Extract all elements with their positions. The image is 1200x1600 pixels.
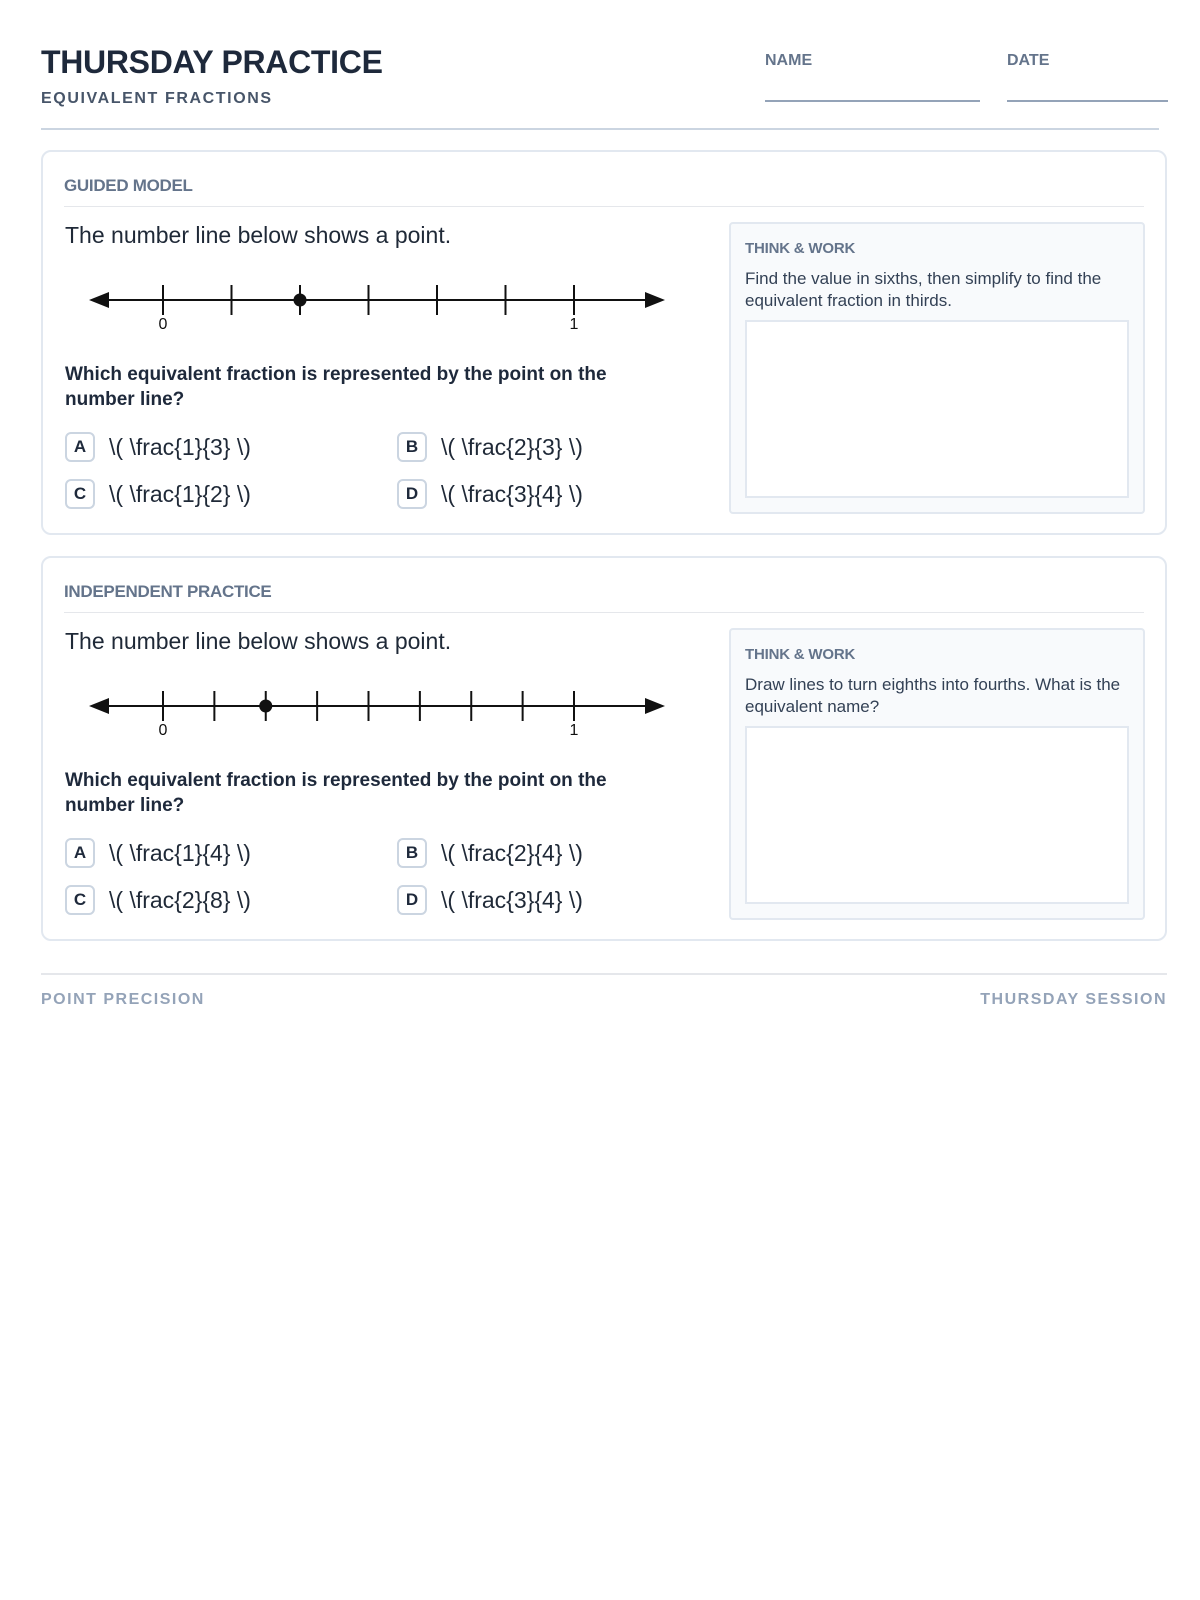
choice-letter: A [65, 838, 95, 868]
choice-text: \( \frac{2}{8} \) [109, 886, 251, 913]
plotted-point [259, 700, 272, 713]
tick-label-end: 1 [569, 316, 579, 333]
plotted-point [294, 294, 307, 307]
choice-c[interactable] [65, 479, 251, 509]
problem-prompt: The number line below shows a point. [65, 628, 452, 654]
name-field[interactable] [765, 52, 980, 102]
think-work-panel [729, 222, 1145, 514]
name-label: NAME [765, 52, 813, 69]
section-heading: INDEPENDENT PRACTICE [64, 582, 272, 601]
think-work-hint: Find the value in sixths, then simplify to find the equivalent fraction in thirds. [745, 269, 1102, 310]
choice-text: \( \frac{3}{4} \) [441, 480, 583, 507]
work-area[interactable] [745, 726, 1129, 904]
problem-prompt: The number line below shows a point. [65, 222, 452, 248]
left-arrow [89, 698, 109, 714]
think-work-label: THINK & WORK [745, 646, 856, 663]
worksheet-header [41, 0, 1159, 130]
choice-text: \( \frac{2}{3} \) [441, 433, 583, 460]
think-work-hint: Draw lines to turn eighths into fourths. What is the equivalent name? [745, 675, 1121, 716]
choice-letter: D [397, 885, 427, 915]
choice-letter: D [397, 479, 427, 509]
right-arrow [645, 698, 665, 714]
independent-practice-card [41, 556, 1167, 941]
choice-letter: B [397, 838, 427, 868]
choice-d[interactable] [397, 479, 583, 509]
number-line [87, 274, 687, 334]
choice-a[interactable] [65, 432, 251, 462]
choice-text: \( \frac{3}{4} \) [441, 886, 583, 913]
choice-a[interactable] [65, 838, 251, 868]
choice-letter: C [65, 479, 95, 509]
choice-text: \( \frac{2}{4} \) [441, 839, 583, 866]
choice-letter: A [65, 432, 95, 462]
date-field[interactable] [1007, 52, 1168, 102]
choice-text: \( \frac{1}{2} \) [109, 480, 251, 507]
choice-d[interactable] [397, 885, 583, 915]
work-area[interactable] [745, 320, 1129, 498]
footer-left-text: POINT PRECISION [41, 991, 205, 1008]
question-text: Which equivalent fraction is represented by the point on the number line? [65, 364, 607, 410]
tick-label-start: 0 [158, 316, 168, 333]
section-divider [64, 612, 1144, 613]
guided-model-card [41, 150, 1167, 535]
right-arrow [645, 292, 665, 308]
choice-b[interactable] [397, 838, 583, 868]
think-work-panel [729, 628, 1145, 920]
question-text: Which equivalent fraction is represented by the point on the number line? [65, 770, 607, 816]
choice-b[interactable] [397, 432, 583, 462]
choice-letter: B [397, 432, 427, 462]
choice-letter: C [65, 885, 95, 915]
choice-text: \( \frac{1}{3} \) [109, 433, 251, 460]
footer-right-text: THURSDAY SESSION [980, 991, 1167, 1008]
page-title: THURSDAY PRACTICE [41, 44, 383, 80]
choice-text: \( \frac{1}{4} \) [109, 839, 251, 866]
number-line [87, 680, 687, 740]
tick-label-end: 1 [569, 722, 579, 739]
tick-label-start: 0 [158, 722, 168, 739]
think-work-label: THINK & WORK [745, 240, 856, 257]
footer-divider [41, 973, 1167, 975]
left-arrow [89, 292, 109, 308]
section-divider [64, 206, 1144, 207]
section-heading: GUIDED MODEL [64, 176, 193, 195]
choice-c[interactable] [65, 885, 251, 915]
page-subtitle: EQUIVALENT FRACTIONS [41, 90, 273, 107]
date-label: DATE [1007, 52, 1050, 69]
worksheet-page [0, 0, 1200, 130]
